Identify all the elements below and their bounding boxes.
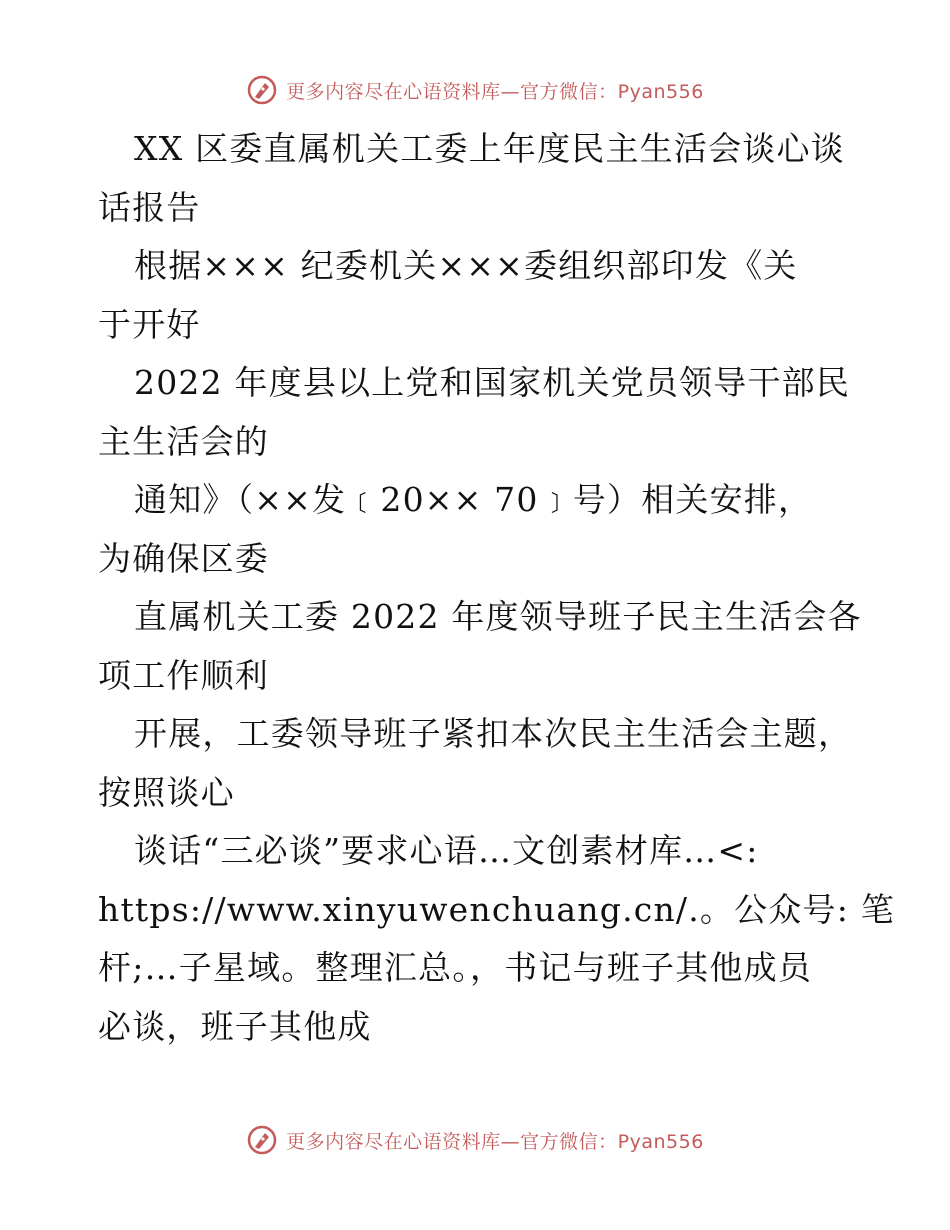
doc-line: 根据××× 纪委机关×××委组织部印发《关 — [134, 246, 798, 285]
header-watermark — [0, 72, 950, 108]
doc-line: 2022 年度县以上党和国家机关党员领导干部民 — [134, 363, 851, 402]
doc-line: https://www.xinyuwenchuang.cn/.。公众号: 笔 — [98, 889, 895, 929]
doc-line: 杆;…子星域。整理汇总。，书记与班子其他成员 — [98, 948, 813, 987]
footer-watermark — [0, 1122, 950, 1158]
doc-line: 谈话“三必谈”要求心语…文创素材库…<: — [134, 831, 759, 870]
doc-line: 开展，工委领导班子紧扣本次民主生活会主题， — [134, 714, 853, 753]
doc-line: 通知》（××发﹝20×× 70﹞号）相关安排， — [134, 480, 813, 519]
doc-line: 按照谈心 — [98, 772, 235, 812]
document-body — [98, 120, 895, 1056]
doc-line: 主生活会的 — [98, 421, 269, 461]
doc-line: XX 区委直属机关工委上年度民主生活会谈心谈 — [134, 129, 845, 168]
doc-line: 必谈，班子其他成 — [98, 1006, 372, 1046]
pen-nib-logo-icon — [246, 1124, 278, 1156]
doc-line: 话报告 — [98, 187, 201, 227]
pen-nib-logo-icon — [246, 74, 278, 106]
doc-line: 为确保区委 — [98, 538, 269, 578]
doc-line: 于开好 — [98, 304, 201, 344]
doc-line: 直属机关工委 2022 年度领导班子民主生活会各 — [134, 597, 862, 636]
watermark-text: 更多内容尽在心语资料库—官方微信：Pyan556 — [286, 80, 704, 103]
watermark-text: 更多内容尽在心语资料库—官方微信：Pyan556 — [286, 1130, 704, 1153]
doc-line: 项工作顺利 — [98, 655, 269, 695]
